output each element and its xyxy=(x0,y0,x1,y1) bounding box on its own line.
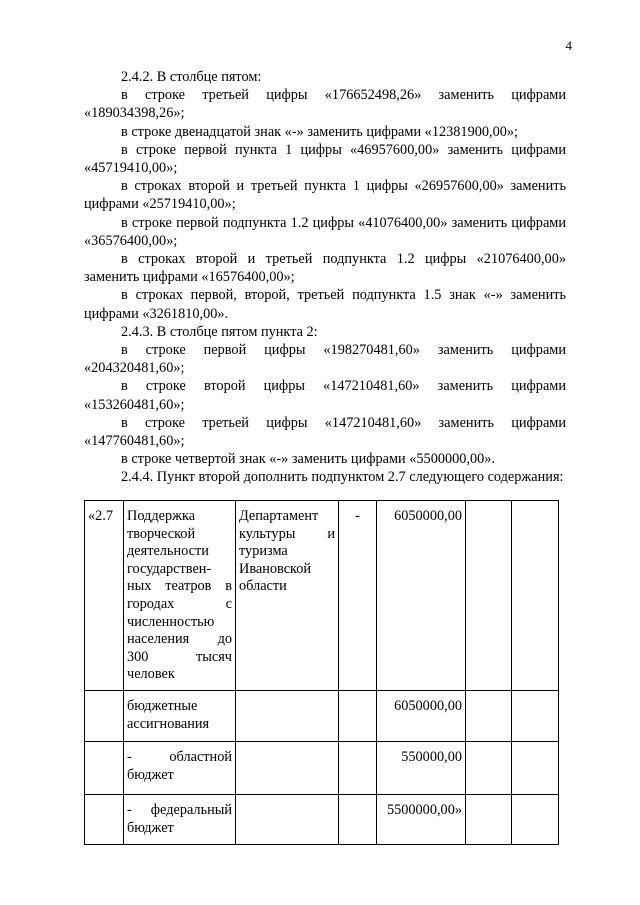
table-cell-col6 xyxy=(466,794,512,844)
document-body xyxy=(84,68,566,487)
table-cell-col7 xyxy=(512,501,559,691)
table-cell-name: - областной бюджет xyxy=(124,741,236,794)
table-cell-col7 xyxy=(512,794,559,844)
table-cell-amount: 6050000,00 xyxy=(377,690,466,741)
table-cell-executor: Департамент культуры и туризма Ивановской области xyxy=(236,501,339,691)
paragraph-item: в строке двенадцатой знак «-» заменить цифрами «12381900,00»; xyxy=(121,123,519,140)
paragraph-item: в строке второй цифры «147210481,60» заменить цифрами «153260481,60»; xyxy=(84,378,566,413)
table-cell-amount: 550000,00 xyxy=(377,741,466,794)
paragraph-item: в строках второй и третьей пункта 1 цифры «26957600,00» заменить цифрами «25719410,00»; xyxy=(84,178,566,213)
table-cell-col4 xyxy=(339,690,377,741)
table-row xyxy=(85,501,559,691)
table-cell-number xyxy=(85,741,124,794)
page-number: 4 xyxy=(565,38,572,53)
table-cell-name: бюджетные ассигнования xyxy=(124,690,236,741)
paragraph-item: в строке первой пункта 1 цифры «46957600,00» заменить цифрами «45719410,00»; xyxy=(84,141,566,177)
paragraph-2-4-3-heading: 2.4.3. В столбце пятом пункта 2: xyxy=(121,323,318,340)
paragraph-item: в строках первой, второй, третьей подпункта 1.5 знак «-» заменить цифрами «3261810,00». xyxy=(84,287,566,322)
table-row xyxy=(85,690,559,741)
table-cell-number xyxy=(85,794,124,844)
paragraph-item: в строке третьей цифры «176652498,26» заменить цифрами «189034398,26»; xyxy=(84,87,566,122)
paragraph-item: в строках второй и третьей подпункта 1.2 цифры «21076400,00» заменить цифрами «16576400,00»; xyxy=(84,251,566,286)
table-cell-number xyxy=(85,690,124,741)
table-cell-name: - федеральный бюджет xyxy=(124,794,236,844)
table-cell-executor xyxy=(236,690,339,741)
table-cell-col6 xyxy=(466,741,512,794)
table-cell-col4: - xyxy=(339,501,377,691)
table-cell-col7 xyxy=(512,690,559,741)
paragraph-2-4-4-heading: 2.4.4. Пункт второй дополнить подпунктом 2.7 следующего содержания: xyxy=(121,469,564,486)
table-cell-col6 xyxy=(466,501,512,691)
paragraph-2-4-2-heading: 2.4.2. В столбце пятом: xyxy=(121,69,262,85)
paragraph-item: в строке первой цифры «198270481,60» заменить цифрами «204320481,60»; xyxy=(84,342,566,377)
table-row xyxy=(85,741,559,794)
paragraph-item: в строке третьей цифры «147210481,60» заменить цифрами «147760481,60»; xyxy=(84,414,566,450)
table-cell-amount: 6050000,00 xyxy=(377,501,466,691)
table-row xyxy=(85,794,559,844)
paragraph-item: в строке первой подпункта 1.2 цифры «41076400,00» заменить цифрами «36576400,00»; xyxy=(84,214,566,249)
table-cell-executor xyxy=(236,794,339,844)
table-cell-number: «2.7 xyxy=(85,501,124,691)
table-cell-col6 xyxy=(466,690,512,741)
table-cell-name: Поддержка творческой деятельности государствен-ных театров в городах с численностью населения до 300 тысяч человек xyxy=(124,501,236,691)
table-cell-amount: 5500000,00» xyxy=(377,794,466,844)
table-cell-executor xyxy=(236,741,339,794)
paragraph-item: в строке четвертой знак «-» заменить цифрами «5500000,00». xyxy=(121,451,496,468)
table-cell-col4 xyxy=(339,741,377,794)
table-cell-col7 xyxy=(512,741,559,794)
table-cell-col4 xyxy=(339,794,377,844)
inserted-subpoint-table xyxy=(84,500,559,845)
